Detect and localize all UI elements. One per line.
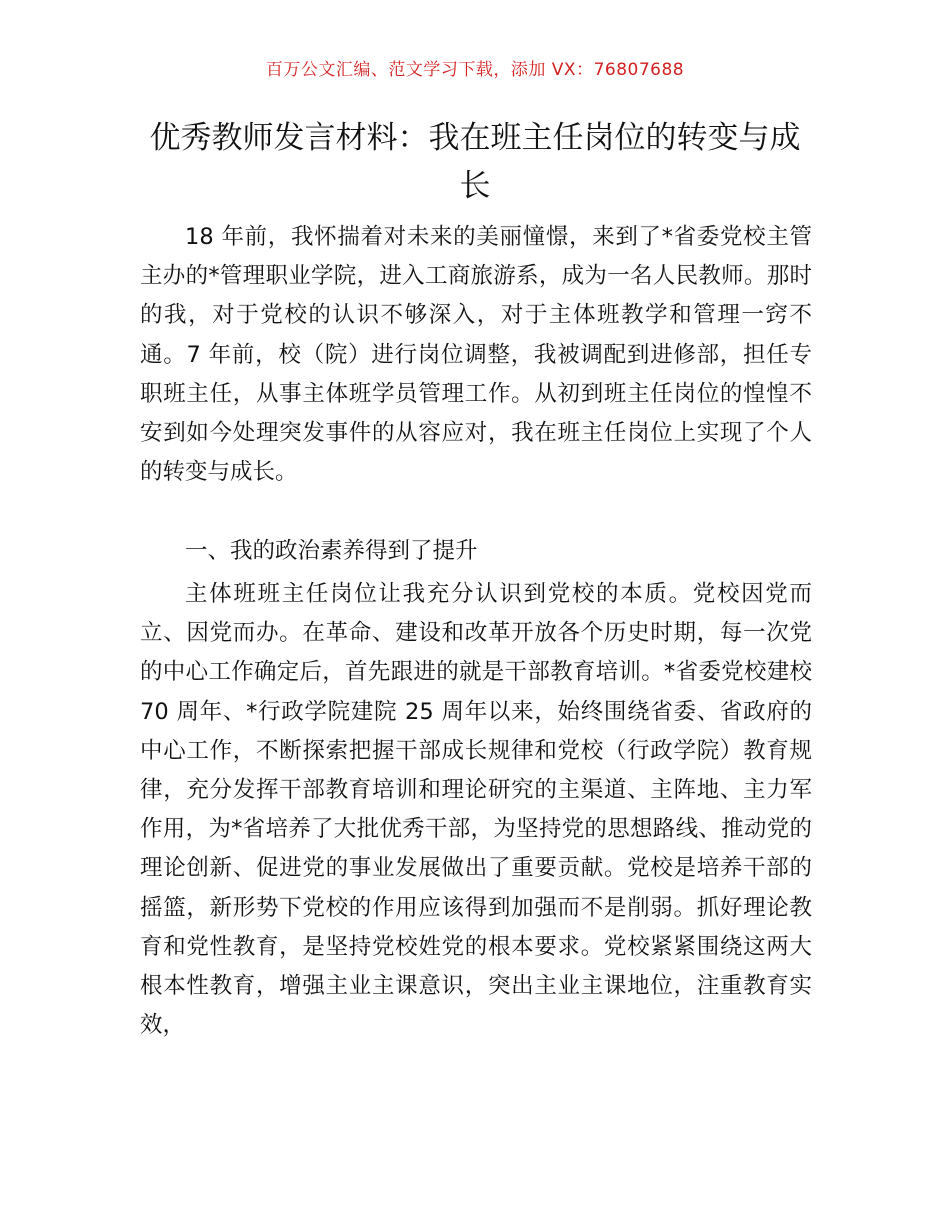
paragraph-intro: 18 年前，我怀揣着对未来的美丽憧憬，来到了*省委党校主管主办的*管理职业学院，进入工商旅游系，成为一名人民教师。那时的我，对于党校的认识不够深入，对于主体班教学和管理一窍不通。7 年前，校（院）进行岗位调整，我被调配到进修部，担任专职班主任，从事主体班学员管理工作。从初到班主任岗位的惶惶不安到如今处理突发事件的从容应对，我在班主任岗位上实现了个人的转变与成长。 [140, 224, 812, 486]
watermark-header: 百万公文汇编、范文学习下载，添加 VX：76807688 [265, 60, 685, 80]
paragraph-section-1: 主体班班主任岗位让我充分认识到党校的本质。党校因党而立、因党而办。在革命、建设和改革开放各个历史时期，每一次党的中心工作确定后，首先跟进的就是干部教育培训。*省委党校建校 70 周年、*行政学院建院 25 周年以来，始终围绕省委、省政府的中心工作，不断探索把握干部成长规律和党校（行政学院）教育规律，充分发挥干部教育培训和理论研究的主渠道、主阵地、主力军作用，为*省培养了大批优秀干部，为坚持党的思想路线、推动党的理论创新、促进党的事业发展做出了重要贡献。党校是培养干部的摇篮，新形势下党校的作用应该得到加强而不是削弱。抓好理论教育和党性教育，是坚持党校姓党的根本要求。党校紧紧围绕这两大根本性教育，增强主业主课意识，突出主业主课地位，注重教育实效， [140, 581, 812, 1039]
document-title: 优秀教师发言材料：我在班主任岗位的转变与成长 [149, 120, 801, 204]
section-heading-1: 一、我的政治素养得到了提升 [185, 538, 478, 564]
